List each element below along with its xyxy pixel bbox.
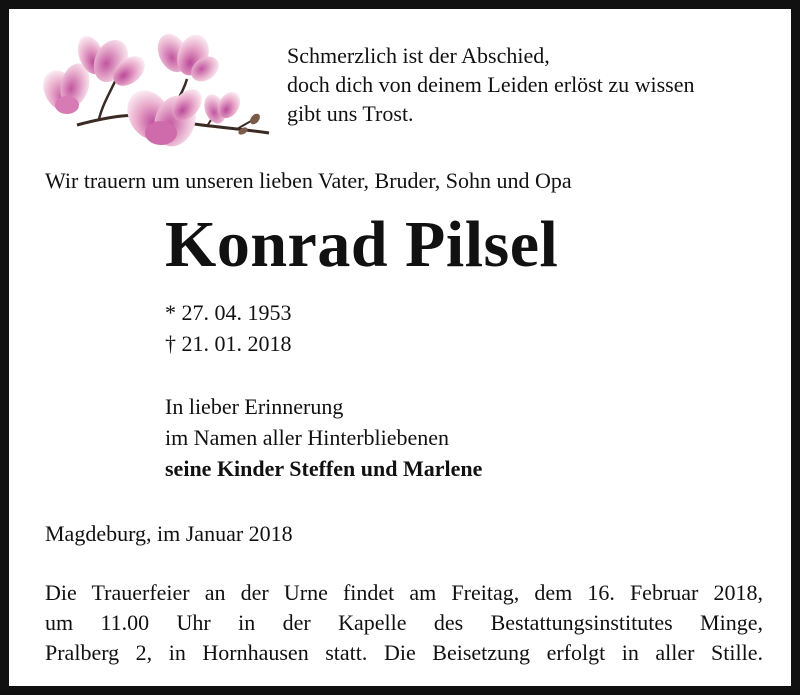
- verse-line: doch dich von deinem Leiden erlöst zu wissen: [287, 72, 695, 97]
- ceremony-info: [45, 578, 763, 668]
- life-dates: [165, 297, 292, 359]
- place-date: Magdeburg, im Januar 2018: [45, 521, 293, 546]
- verse-line: Schmerzlich ist der Abschied,: [287, 43, 550, 68]
- signers-names: seine Kinder Steffen und Marlene: [165, 456, 483, 481]
- ceremony-line: Die Trauerfeier an der Urne findet am Freitag, dem 16. Februar 2018,: [45, 580, 763, 605]
- magnolia-branch-icon: [37, 33, 273, 155]
- signers-block: [165, 391, 482, 484]
- deceased-name: Konrad Pilsel: [165, 208, 559, 281]
- verse: [287, 41, 695, 128]
- remembrance-line: In lieber Erinnerung: [165, 394, 344, 419]
- mourning-intro: Wir trauern um unseren lieben Vater, Bruder, Sohn und Opa: [45, 168, 572, 193]
- verse-line: gibt uns Trost.: [287, 101, 414, 126]
- family-line: im Namen aller Hinterbliebenen: [165, 425, 450, 450]
- death-date: † 21. 01. 2018: [165, 331, 292, 356]
- ceremony-line: um 11.00 Uhr in der Kapelle des Bestattungsinstitutes Minge,: [45, 610, 763, 635]
- birth-date: * 27. 04. 1953: [165, 300, 292, 325]
- ceremony-line: Pralberg 2, in Hornhausen statt. Die Beisetzung erfolgt in aller Stille.: [45, 640, 763, 665]
